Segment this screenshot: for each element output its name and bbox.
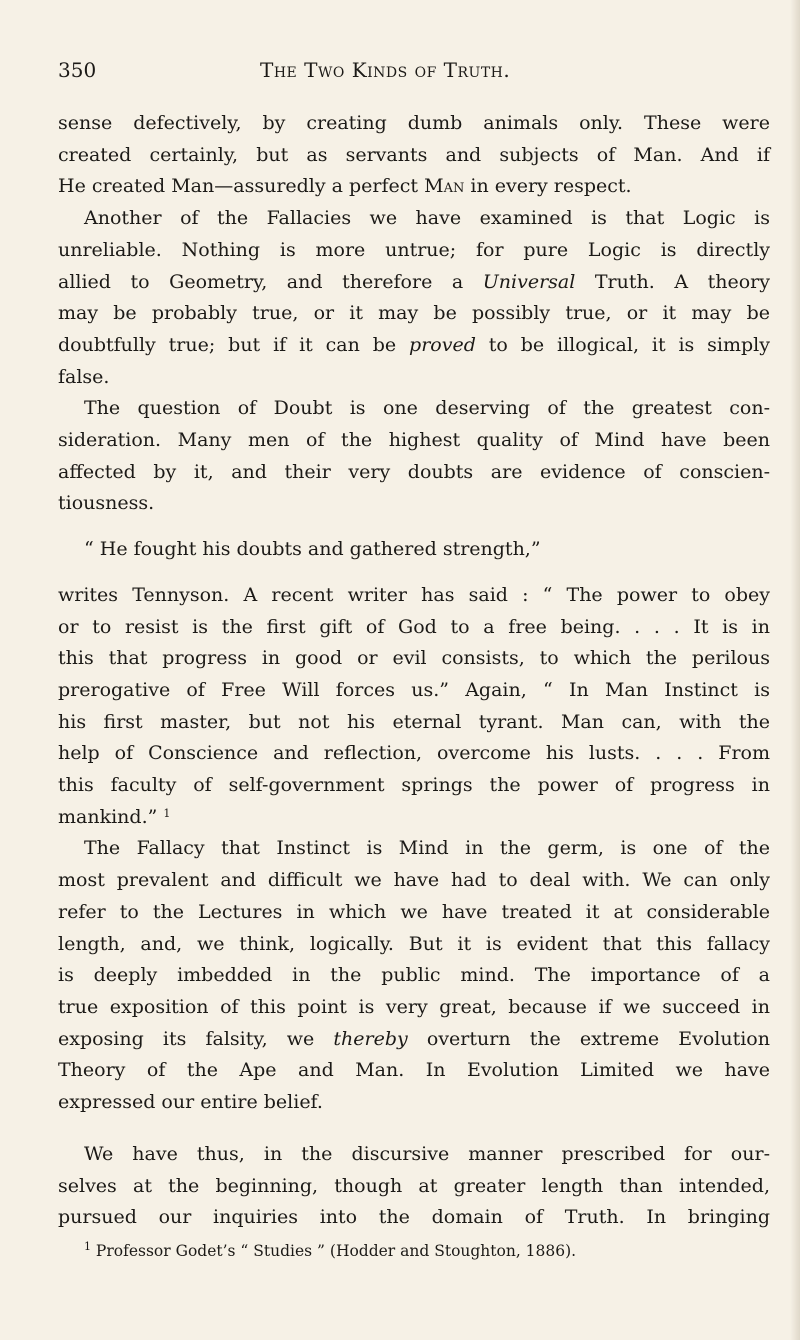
book-page bbox=[58, 58, 770, 1262]
paragraph-start: The Fallacy that Instinct is Mind in the germ, is one of the bbox=[84, 837, 770, 860]
page-number: 350 bbox=[58, 58, 97, 82]
footnote bbox=[58, 1240, 770, 1262]
text-line: may be probably true, or it may be possibly true, or it may be bbox=[58, 302, 770, 325]
text-line: tiousness. bbox=[58, 492, 155, 515]
text-line: Theory of the Ape and Man. In Evolution Limited we have bbox=[58, 1059, 770, 1082]
italic-universal: Universal bbox=[482, 270, 576, 293]
paragraph-start: Another of the Fallacies we have examined is that Logic is bbox=[84, 207, 770, 230]
text-line: help of Conscience and reflection, overcome his lusts. . . . From bbox=[58, 742, 770, 765]
text-line: his first master, but not his eternal tyrant. Man can, with the bbox=[58, 710, 770, 733]
text-line: false. bbox=[58, 365, 110, 388]
text-line: writes Tennyson. A recent writer has said : “ The power to obey bbox=[58, 583, 770, 606]
paragraph-start: The question of Doubt is one deserving of the greatest con- bbox=[84, 397, 770, 420]
text-line: true exposition of this point is very great, because if we succeed in bbox=[58, 995, 770, 1018]
text-line: selves at the beginning, though at greater length than intended, bbox=[58, 1174, 770, 1197]
text-line: sideration. Many men of the highest quality of Mind have been bbox=[58, 429, 770, 452]
text-line: this faculty of self-government springs the power of progress in bbox=[58, 774, 770, 797]
text-line: or to resist is the first gift of God to a free being. . . . It is in bbox=[58, 615, 770, 638]
text-line: affected by it, and their very doubts are evidence of conscien- bbox=[58, 460, 770, 483]
paragraph-start: We have thus, in the discursive manner prescribed for our- bbox=[84, 1142, 770, 1165]
text-line: doubtfully true; but if it can be proved to be illogical, it is simply bbox=[58, 333, 770, 356]
text-line: pursued our inquiries into the domain of Truth. In bringing bbox=[58, 1206, 770, 1229]
text-line: sense defectively, by creating dumb animals only. These were bbox=[58, 112, 770, 134]
text-line: refer to the Lectures in which we have treated it at considerable bbox=[58, 900, 770, 923]
text-line: unreliable. Nothing is more untrue; for pure Logic is directly bbox=[58, 238, 770, 261]
body-text bbox=[58, 108, 770, 1234]
page-header bbox=[58, 58, 770, 98]
running-title: The Two Kinds of Truth. bbox=[260, 58, 511, 82]
footnote-reference: 1 bbox=[163, 806, 171, 820]
footnote-text: Professor Godet’s “ Studies ” (Hodder and Stoughton, 1886). bbox=[91, 1241, 577, 1260]
italic-proved: proved bbox=[409, 333, 476, 356]
text-line: created certainly, but as servants and subjects of Man. And if bbox=[58, 143, 770, 166]
footnote-marker: 1 bbox=[84, 1239, 91, 1253]
text-line: He created Man—assuredly a perfect Man in every respect. bbox=[58, 175, 632, 198]
text-line: length, and, we think, logically. But it is evident that this fallacy bbox=[58, 932, 770, 955]
italic-thereby: thereby bbox=[333, 1027, 408, 1050]
text-line: is deeply imbedded in the public mind. The importance of a bbox=[58, 964, 770, 987]
page-edge-shadow bbox=[790, 0, 800, 1340]
text-line: mankind.” $^1$ bbox=[58, 805, 171, 828]
text-line: expressed our entire belief. bbox=[58, 1091, 323, 1114]
text-line: prerogative of Free Will forces us.” Again, “ In Man Instinct is bbox=[58, 678, 770, 701]
text-line: most prevalent and difficult we have had to deal with. We can only bbox=[58, 869, 770, 892]
text-line: this that progress in good or evil consists, to which the perilous bbox=[58, 647, 770, 670]
small-caps-man: Man bbox=[424, 175, 465, 198]
text-line: exposing its falsity, we thereby overturn the extreme Evolution bbox=[58, 1027, 770, 1050]
tennyson-quote: “ He fought his doubts and gathered strength,” bbox=[84, 538, 541, 561]
text-line: allied to Geometry, and therefore a Universal Truth. A theory bbox=[58, 270, 770, 293]
